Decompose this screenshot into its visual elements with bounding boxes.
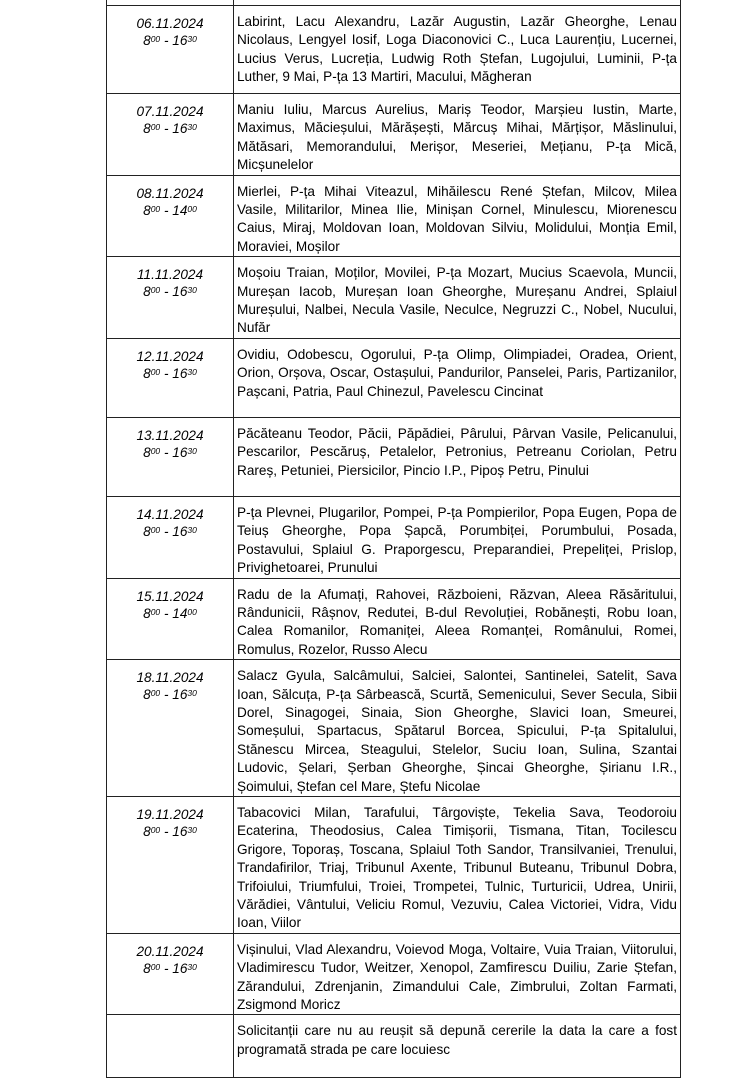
date-cell	[107, 578, 234, 660]
schedule-hours: $8^{00} - 16^{30}$	[143, 823, 197, 839]
street-list: Radu de la Afumați, Rahovei, Războieni, Răzvan, Aleea Răsăritului, Rândunicii, Râșnov, Redutei, B-dul Revoluției, Robănești, Robu Ioan, Calea Romanilor, Romaniței, Aleea Romanței, Românului, Romei, Romulus, Rozelor, Russo Alecu	[237, 586, 677, 657]
schedule-body	[107, 0, 681, 1078]
schedule-table	[106, 0, 681, 1078]
end-minutes: 00	[187, 606, 197, 617]
street-list: Mierlei, P-ța Mihai Viteazul, Mihăilescu René Ștefan, Milcov, Milea Vasile, Militarilor, Minea Ilie, Minișan Cornel, Minulescu, Miorenescu Caius, Miraj, Moldovan Ioan, Moldovan Silviu, Molidului, Monția Emil, Moraviei, Moșilor	[237, 183, 677, 254]
start-minutes: 00	[150, 34, 161, 44]
schedule-hours: $8^{00} - 16^{30}$	[143, 33, 197, 48]
schedule-date: 12.11.2024	[136, 348, 204, 364]
streets-cell	[234, 175, 681, 257]
date-cell	[107, 6, 234, 94]
start-hour: 8	[143, 687, 151, 703]
start-minutes: 00	[150, 961, 161, 972]
date-cell	[107, 338, 234, 417]
streets-cell	[234, 417, 681, 496]
end-minutes: 00	[187, 203, 197, 214]
streets-cell	[234, 257, 681, 339]
start-hour: 8	[143, 33, 151, 48]
schedule-date: 11.11.2024	[136, 267, 204, 283]
schedule-date: 15.11.2024	[136, 588, 204, 604]
schedule-hours: $8^{00} - 16^{30}$	[143, 523, 197, 539]
schedule-hours: $8^{00} - 16^{30}$	[143, 687, 197, 703]
end-hour: 16	[172, 960, 188, 976]
streets-cell	[234, 660, 681, 797]
end-minutes: 30	[187, 122, 197, 132]
date-cell	[107, 933, 234, 1015]
schedule-row	[107, 1015, 681, 1078]
schedule-row	[107, 6, 681, 94]
end-minutes: 30	[187, 285, 197, 296]
schedule-hours: $8^{00} - 14^{00}$	[143, 605, 197, 621]
schedule-row	[107, 94, 681, 176]
street-list: Moșoiu Traian, Moților, Movilei, P-ța Mozart, Mucius Scaevola, Muncii, Mureșan Iacob, Mureșan Ioan Gheorghe, Mureșanu Andrei, Splaiul Mureșului, Nalbei, Necula Vasile, Neculce, Negruzzi C., Nobel, Nucului, Nufăr	[237, 265, 677, 336]
start-minutes: 00	[150, 524, 161, 535]
schedule-date: 07.11.2024	[136, 104, 204, 119]
street-list: Labirint, Lacu Alexandru, Lazăr Augustin, Lazăr Gheorghe, Lenau Nicolaus, Lengyel Iosif, Loga Diaconovici C., Luca Laurențiu, Lucernei, Lucius Verus, Lucreția, Ludwig Roth Ștefan, Lugojului, Luminii, P-ța Luther, 9 Mai, P-ța 13 Martiri, Macului, Măgheran	[237, 14, 677, 85]
schedule-row	[107, 496, 681, 578]
start-minutes: 00	[150, 688, 161, 699]
start-hour: 8	[143, 202, 151, 218]
schedule-row	[107, 417, 681, 496]
start-minutes: 00	[150, 445, 161, 456]
street-list: Solicitanții care nu au reușit să depună cererile la data la care a fost programată strada pe care locuiesc	[237, 1023, 677, 1057]
schedule-date: 19.11.2024	[136, 806, 204, 822]
end-hour: 16	[172, 365, 188, 381]
streets-cell	[234, 1015, 681, 1078]
end-minutes: 30	[187, 445, 197, 456]
start-minutes: 00	[150, 203, 161, 214]
start-hour: 8	[143, 523, 151, 539]
date-cell	[107, 94, 234, 176]
start-minutes: 00	[150, 366, 161, 377]
schedule-date: 08.11.2024	[136, 185, 204, 201]
end-minutes: 30	[187, 524, 197, 535]
end-hour: 14	[172, 605, 188, 621]
end-hour: 16	[172, 284, 188, 300]
schedule-date: 13.11.2024	[136, 427, 204, 443]
schedule-hours: $8^{00} - 16^{30}$	[143, 960, 197, 976]
start-minutes: 00	[150, 824, 161, 835]
date-cell	[107, 496, 234, 578]
end-hour: 16	[172, 523, 188, 539]
end-minutes: 30	[187, 366, 197, 377]
end-minutes: 30	[187, 34, 197, 44]
streets-cell	[234, 796, 681, 933]
end-hour: 14	[172, 202, 188, 218]
date-cell	[107, 660, 234, 797]
street-list: Vișinului, Vlad Alexandru, Voievod Moga, Voltaire, Vuia Traian, Viitorului, Vladimirescu Tudor, Weitzer, Xenopol, Zamfirescu Duiliu, Zarie Ștefan, Zărandului, Zdrenjanin, Zimandului Cale, Zimbrului, Zoltan Farmati, Zsigmond Moricz	[237, 941, 677, 1013]
date-cell	[107, 257, 234, 339]
streets-cell	[234, 338, 681, 417]
schedule-row	[107, 933, 681, 1015]
start-hour: 8	[143, 823, 151, 839]
streets-cell	[234, 578, 681, 660]
schedule-hours: $8^{00} - 16^{30}$	[143, 365, 197, 381]
start-minutes: 00	[150, 285, 161, 296]
date-cell	[107, 1015, 234, 1078]
street-list: Maniu Iuliu, Marcus Aurelius, Mariș Teodor, Marșieu Iustin, Marte, Maximus, Măcieșului, Mărășești, Mărcuș Mihai, Mărțișor, Măslinului, Mătăsari, Memorandului, Merișor, Meseriei, Mețianu, P-ța Mică, Micșunelelor	[237, 102, 677, 173]
streets-cell	[234, 933, 681, 1015]
streets-cell	[234, 94, 681, 176]
date-cell	[107, 175, 234, 257]
end-minutes: 30	[187, 824, 197, 835]
street-list: Ovidiu, Odobescu, Ogorului, P-ța Olimp, Olimpiadei, Oradea, Orient, Orion, Orșova, Oscar, Ostașului, Pandurilor, Panselei, Paris, Partizanilor, Pașcani, Patria, Paul Chinezul, Pavelescu Cincinat	[237, 346, 677, 399]
end-minutes: 30	[187, 961, 197, 972]
schedule-row	[107, 175, 681, 257]
street-list: Tabacovici Milan, Tarafului, Târgoviște, Tekelia Sava, Teodoroiu Ecaterina, Theodosius, Calea Timișorii, Tismana, Titan, Tocilescu Grigore, Toporaș, Toscana, Splaiul Toth Sandor, Transilvaniei, Trenului, Trandafirilor, Triaj, Tribunul Axente, Tribunul Buteanu, Tribunul Dobra, Trifoiului, Triumfului, Troiei, Trompetei, Tulnic, Turturicii, Udrea, Unirii, Vărădiei, Vântului, Veliciu Romul, Vezuviu, Calea Victoriei, Vidra, Vidu Ioan, Viilor	[237, 804, 677, 931]
end-minutes: 30	[187, 688, 197, 699]
schedule-row	[107, 338, 681, 417]
date-cell	[107, 796, 234, 933]
schedule-row	[107, 796, 681, 933]
start-minutes: 00	[150, 606, 161, 617]
start-hour: 8	[143, 960, 151, 976]
streets-cell	[234, 6, 681, 94]
schedule-date: 20.11.2024	[136, 943, 204, 959]
schedule-row	[107, 660, 681, 797]
schedule-row	[107, 578, 681, 660]
end-hour: 16	[172, 823, 188, 839]
start-hour: 8	[143, 121, 151, 136]
schedule-hours: $8^{00} - 14^{00}$	[143, 202, 197, 218]
end-hour: 16	[172, 444, 188, 460]
start-hour: 8	[143, 444, 151, 460]
streets-cell	[234, 496, 681, 578]
schedule-hours: $8^{00} - 16^{30}$	[143, 444, 197, 460]
schedule-date: 14.11.2024	[136, 506, 204, 522]
schedule-hours: $8^{00} - 16^{30}$	[143, 121, 197, 136]
street-list: P-ța Plevnei, Plugarilor, Pompei, P-ța Pompierilor, Popa Eugen, Popa de Teiuș Gheorghe, Popa Șapcă, Porumbiței, Porumbului, Posada, Postavului, Splaiul G. Praporgescu, Preparandiei, Prepeliței, Prislop, Privighetoarei, Prunului	[237, 504, 677, 576]
end-hour: 16	[172, 121, 188, 136]
end-hour: 16	[172, 687, 188, 703]
schedule-hours: $8^{00} - 16^{30}$	[143, 284, 197, 300]
start-hour: 8	[143, 365, 151, 381]
schedule-date: 06.11.2024	[136, 16, 204, 31]
street-list: Păcăteanu Teodor, Păcii, Păpădiei, Pârului, Pârvan Vasile, Pelicanului, Pescarilor, Pescăruș, Petalelor, Petronius, Petreanu Coriolan, Petru Rareș, Petuniei, Piersicilor, Pincio I.P., Pipoș Petru, Pinului	[237, 425, 677, 478]
start-hour: 8	[143, 284, 151, 300]
street-list: Salacz Gyula, Salcâmului, Salciei, Salontei, Santinelei, Satelit, Sava Ioan, Sălcuța, P-ța Sârbească, Scurtă, Semenicului, Sever Secula, Sibii Dorel, Sinagogei, Sinaia, Sion Gheorghe, Slavici Ioan, Smeurei, Someșului, Spartacus, Spătarul Borcea, Spicului, P-ța Spitalului, Stănescu Mircea, Steagului, Stelelor, Suciu Ioan, Sulina, Szantai Ludovic, Șelari, Șerban Gheorghe, Șincai Gheorghe, Șirianu I.R., Șoimului, Ștefan cel Mare, Ștefu Nicolae	[237, 668, 677, 794]
start-hour: 8	[143, 605, 151, 621]
schedule-row	[107, 257, 681, 339]
end-hour: 16	[172, 33, 188, 48]
schedule-date: 18.11.2024	[136, 670, 204, 686]
start-minutes: 00	[150, 122, 161, 132]
date-cell	[107, 417, 234, 496]
